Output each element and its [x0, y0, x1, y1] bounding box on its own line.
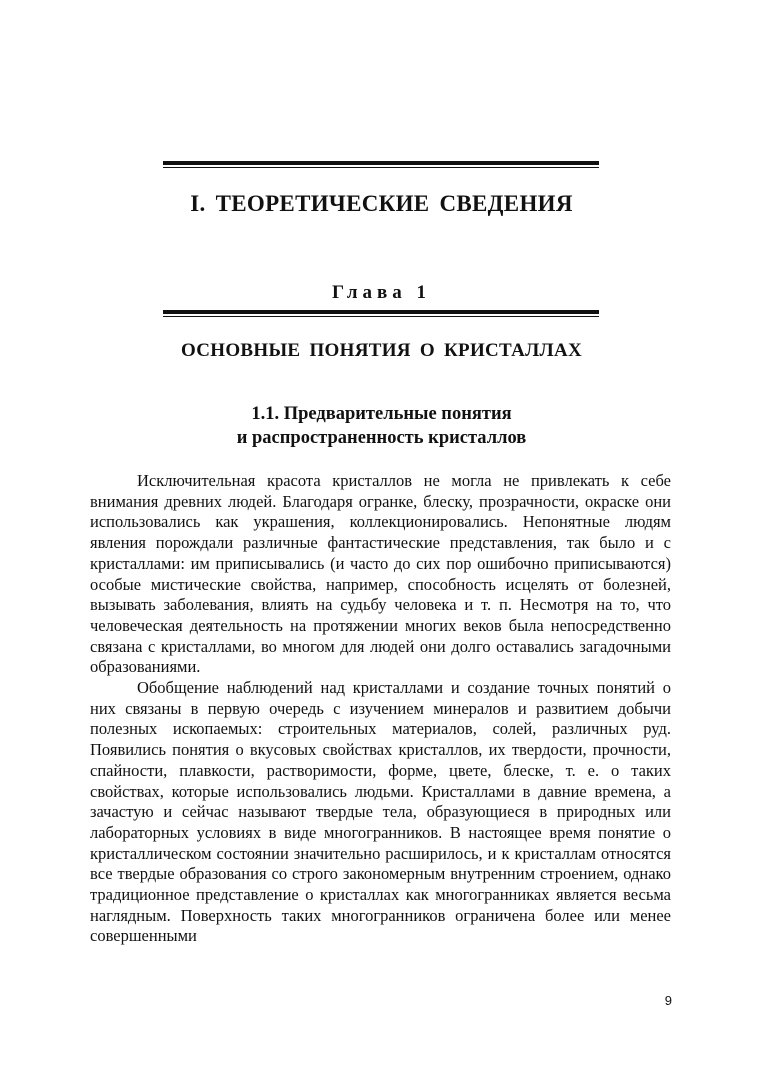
rule-thin-line	[163, 316, 599, 317]
part-title: I. ТЕОРЕТИЧЕСКИЕ СВЕДЕНИЯ	[190, 191, 573, 216]
double-rule-top	[163, 161, 599, 168]
rule-thick-line	[163, 310, 599, 314]
section-title-line-1: 1.1. Предварительные понятия	[251, 404, 512, 424]
paragraph-1: Исключительная красота кристаллов не могла не привлекать к себе внимания древних людей. Благодаря огранке, блеску, прозрачности, окраске они использовались как украшения, коллекционировались. Непонятные людям явления порождали различные фантастические представления, так было и с кристаллами: им приписывались (и часто до сих пор ошибочно приписываются) особые мистические свойства, например, способность исцелять от болезней, вызывать заболевания, влиять на судьбу человека и т. п. Несмотря на то, что человеческая деятельность на протяжении многих веков была непосредственно связана с кристаллами, во многом для людей они долго оставались загадочными образованиями.	[90, 471, 671, 677]
body-text	[90, 471, 671, 947]
section-title-line-2: и распространенность кристаллов	[236, 428, 527, 448]
chapter-title: ОСНОВНЫЕ ПОНЯТИЯ О КРИСТАЛЛАХ	[180, 340, 583, 361]
double-rule-chapter	[163, 310, 599, 317]
chapter-label: Глава 1	[331, 282, 432, 303]
paragraph-2: Обобщение наблюдений над кристаллами и создание точных понятий о них связаны в первую очередь с изучением минералов и развитием добычи полезных ископаемых: строительных материалов, солей, различных руд. Появились понятия о вкусовых свойствах кристаллов, их твердости, прочности, спайности, плавкости, растворимости, форме, цвете, блеске, т. е. о таких свойствах, которые использовались людьми. Кристаллами в давние времена, а зачастую и сейчас называют твердые тела, образующиеся в природных или лабораторных условиях в виде многогранников. В настоящее время понятие о кристаллическом состоянии значительно расширилось, и к кристаллам относятся все твердые образования со строго закономерным внутренним строением, однако традиционное представление о кристаллах как многогранниках является весьма наглядным. Поверхность таких многогранников ограничена более или менее совершенными	[90, 678, 671, 946]
rule-thick-line	[163, 161, 599, 165]
page-number: 9	[664, 993, 672, 1008]
rule-thin-line	[163, 167, 599, 168]
section-title	[0, 402, 763, 450]
